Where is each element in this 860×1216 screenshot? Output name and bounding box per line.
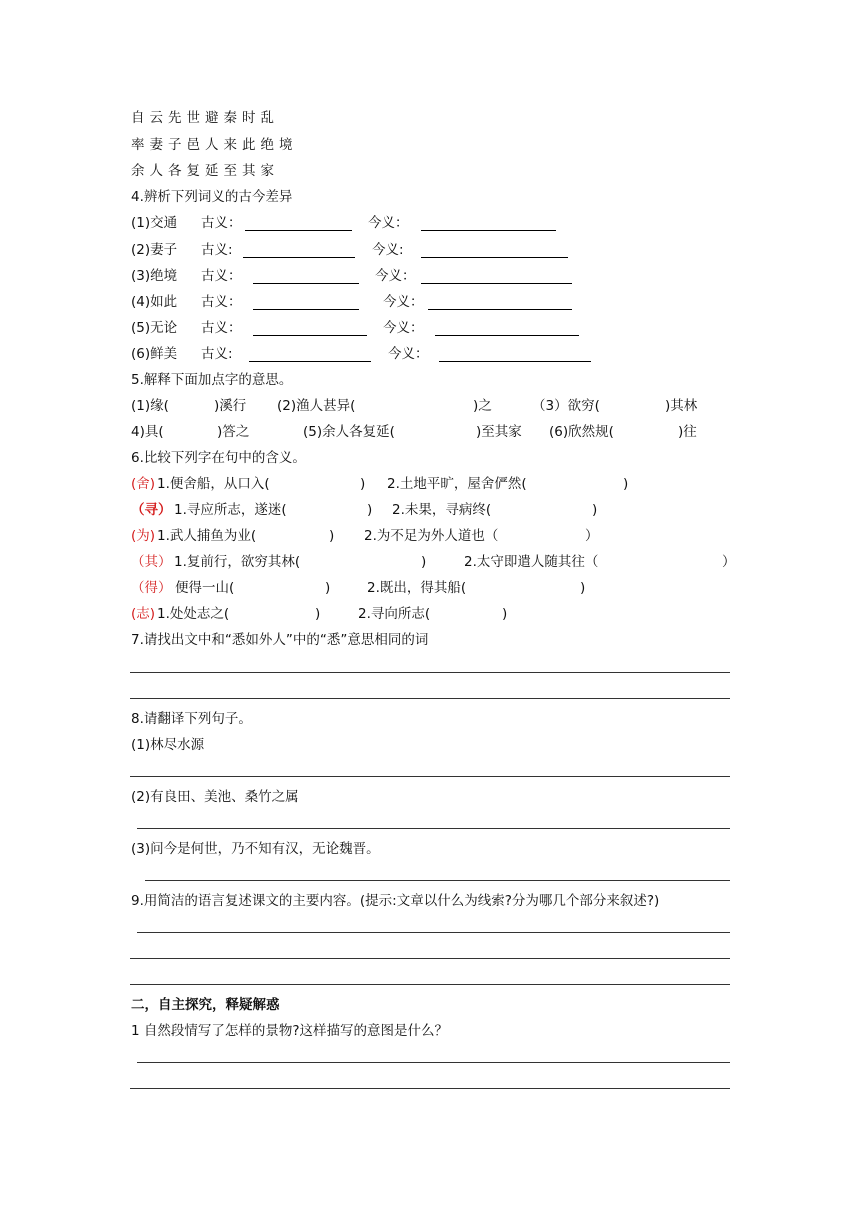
q6-sentence-a: 便得一山( <box>175 580 235 596</box>
q8-item-1: (1)林尽水源 <box>131 737 205 753</box>
q8-title: 8.请翻译下列句子。 <box>131 711 252 727</box>
q6-title: 6.比较下列字在句中的含义。 <box>131 450 306 466</box>
q6-sentence-b: 2.土地平旷，屋舍俨然( <box>387 476 527 492</box>
answer-line[interactable] <box>130 984 730 985</box>
q6-sentence-a: 1.武人捕鱼为业( <box>157 528 257 544</box>
q6-close-a: ) <box>367 502 373 518</box>
q4-word: (5)无论 <box>131 320 178 336</box>
q5-title: 5.解释下面加点字的意思。 <box>131 372 293 388</box>
q4-old-label: 古义： <box>201 268 242 284</box>
q5-item: (6)欣然规( <box>549 424 614 440</box>
poem-line-3: 余人各复延至其家 <box>131 163 279 179</box>
q6-close-a: ) <box>325 580 331 596</box>
q4-old-label: 古义: <box>201 346 233 362</box>
q6-close-b: ） <box>585 528 599 544</box>
q5-item: )之 <box>473 398 492 414</box>
q4-word: (3)绝境 <box>131 268 178 284</box>
q6-close-a: ) <box>360 476 366 492</box>
q6-char: （得） <box>131 580 172 596</box>
q5-item: （3）欲穷( <box>532 398 600 414</box>
q6-close-b: ) <box>623 476 629 492</box>
q4-new-blank[interactable] <box>421 230 556 231</box>
answer-line[interactable] <box>130 672 730 673</box>
q4-old-label: 古义： <box>201 215 242 231</box>
q4-old-blank[interactable] <box>253 335 367 336</box>
q6-sentence-b: 2.寻向所志( <box>358 606 431 622</box>
q5-item: )至其家 <box>476 424 522 440</box>
q4-new-blank[interactable] <box>421 257 568 258</box>
q5-item: )答之 <box>217 424 250 440</box>
q9-title: 9.用简洁的语言复述课文的主要内容。(提示:文章以什么为线索?分为哪几个部分来叙述?) <box>131 893 660 909</box>
q4-word: (4)如此 <box>131 294 178 310</box>
section2-q1: 1 自然段情写了怎样的景物?这样描写的意图是什么？ <box>131 1023 449 1039</box>
q4-new-label: 今义： <box>388 346 429 362</box>
q8-item-3: (3)问今是何世，乃不知有汉，无论魏晋。 <box>131 841 380 857</box>
q4-old-label: 古义： <box>201 320 242 336</box>
poem-line-2: 率妻子邑人来此绝境 <box>131 137 298 153</box>
q4-old-blank[interactable] <box>253 309 359 310</box>
q5-item: )往 <box>678 424 697 440</box>
q6-sentence-b: 2.为不足为外人道也（ <box>364 528 499 544</box>
q6-char: (为) <box>131 528 156 544</box>
q6-close-b: ) <box>592 502 598 518</box>
q4-old-blank[interactable] <box>243 257 355 258</box>
q5-item: (5)余人各复延( <box>303 424 395 440</box>
q4-new-label: 今义： <box>383 320 424 336</box>
q8-item-2: (2)有良田、美池、桑竹之属 <box>131 789 299 805</box>
q6-char: （寻） <box>131 502 172 518</box>
q6-sentence-a: 1.复前行，欲穷其林( <box>174 554 301 570</box>
answer-line[interactable] <box>130 1088 730 1089</box>
q4-new-blank[interactable] <box>421 283 572 284</box>
q4-title: 4.辨析下列词义的古今差异 <box>131 189 293 205</box>
q6-sentence-a: 1.处处志之( <box>157 606 230 622</box>
q5-item: )其林 <box>665 398 698 414</box>
q4-old-label: 古义： <box>201 294 242 310</box>
q4-new-label: 今义： <box>368 215 409 231</box>
q6-close-b: ) <box>502 606 508 622</box>
poem-line-1: 自云先世避秦时乱 <box>131 110 279 126</box>
q6-sentence-b: 2.太守即遣人随其往（ <box>464 554 599 570</box>
answer-line[interactable] <box>145 880 730 881</box>
answer-line[interactable] <box>130 958 730 959</box>
q5-item: )溪行 <box>214 398 247 414</box>
q6-close-b: ) <box>580 580 586 596</box>
q6-sentence-b: 2.既出，得其船( <box>367 580 467 596</box>
q6-close-b: ） <box>722 554 736 570</box>
q4-new-blank[interactable] <box>428 309 572 310</box>
q5-item: 4)具( <box>131 424 164 440</box>
answer-line[interactable] <box>137 828 730 829</box>
q4-new-label: 今义： <box>375 268 416 284</box>
q4-word: (1)交通 <box>131 215 178 231</box>
answer-line[interactable] <box>137 932 730 933</box>
q6-sentence-a: 1.寻应所志，遂迷( <box>174 502 287 518</box>
q4-old-label: 古义: <box>201 242 233 258</box>
q6-char: (志) <box>131 606 156 622</box>
q6-sentence-a: 1.便舍船，从口入( <box>157 476 270 492</box>
q4-word: (2)妻子 <box>131 242 178 258</box>
q5-item: (1)缘( <box>131 398 169 414</box>
q4-old-blank[interactable] <box>249 361 371 362</box>
q4-new-label: 今义： <box>383 294 424 310</box>
q7-title: 7.请找出文中和“悉如外人”中的“悉”意思相同的词 <box>131 632 429 648</box>
section-title: 二，自主探究，释疑解惑 <box>131 997 280 1013</box>
q4-old-blank[interactable] <box>253 283 359 284</box>
answer-line[interactable] <box>137 1062 730 1063</box>
q4-new-blank[interactable] <box>435 335 579 336</box>
q4-new-blank[interactable] <box>439 361 591 362</box>
answer-line[interactable] <box>130 698 730 699</box>
q6-sentence-b: 2.未果，寻病终( <box>392 502 492 518</box>
q6-close-a: ) <box>421 554 427 570</box>
q6-close-a: ) <box>329 528 335 544</box>
q4-old-blank[interactable] <box>245 230 352 231</box>
q5-item: (2)渔人甚异( <box>277 398 356 414</box>
answer-line[interactable] <box>130 776 730 777</box>
q6-char: （其） <box>131 554 172 570</box>
q6-close-a: ) <box>315 606 321 622</box>
q4-new-label: 今义: <box>372 242 404 258</box>
q6-char: (舍) <box>131 476 156 492</box>
q4-word: (6)鲜美 <box>131 346 178 362</box>
